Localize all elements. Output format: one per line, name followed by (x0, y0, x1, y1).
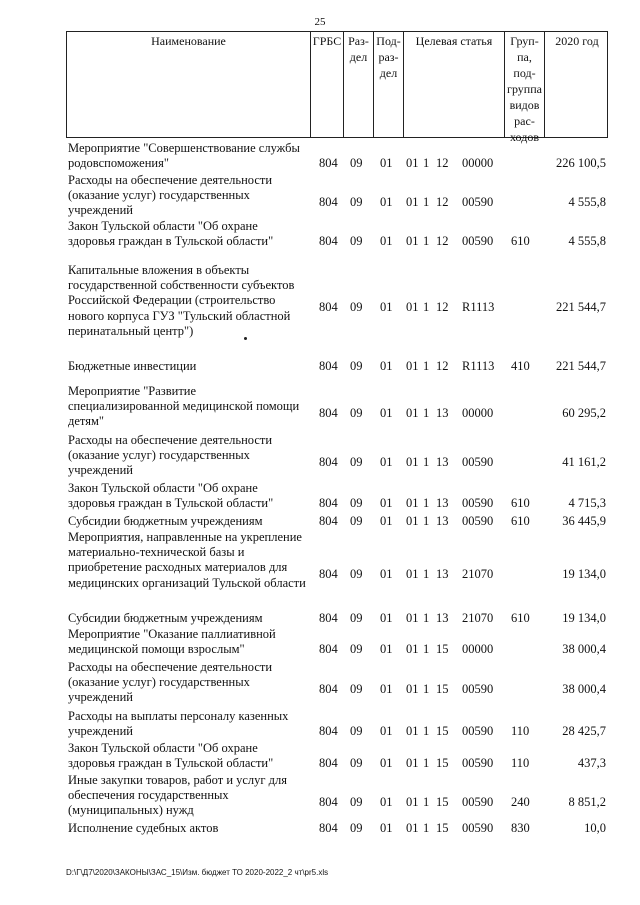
row-name: Закон Тульской области "Об охране здоровья граждан в Тульской области" (68, 219, 274, 249)
cell-t2: 1 (423, 567, 430, 581)
cell-sum: 221 544,7 (556, 359, 606, 373)
cell-t3: 12 (436, 359, 449, 373)
cell-t3: 12 (436, 156, 449, 170)
page-number: 25 (314, 16, 326, 28)
cell-grbs: 804 (319, 359, 338, 373)
cell-t3: 15 (436, 642, 449, 656)
cell-sum: 36 445,9 (562, 514, 606, 528)
cell-t4: 00590 (462, 724, 494, 738)
cell-t2: 1 (423, 195, 430, 209)
cell-t4: R1113 (462, 300, 495, 314)
cell-grbs: 804 (319, 195, 338, 209)
cell-rz: 09 (350, 156, 363, 170)
cell-t3: 12 (436, 195, 449, 209)
cell-sum: 4 715,3 (568, 496, 606, 510)
cell-vr: 410 (511, 359, 530, 373)
cell-sum: 60 295,2 (562, 406, 606, 420)
cell-t4: 21070 (462, 567, 494, 581)
cell-t3: 15 (436, 724, 449, 738)
cell-t4: 00590 (462, 496, 494, 510)
row-name: Исполнение судебных актов (68, 821, 219, 835)
cell-rz: 09 (350, 611, 363, 625)
cell-t1: 01 (406, 234, 419, 248)
cell-grbs: 804 (319, 724, 338, 738)
cell-rz: 09 (350, 795, 363, 809)
cell-t1: 01 (406, 195, 419, 209)
cell-t1: 01 (406, 682, 419, 696)
cell-t1: 01 (406, 795, 419, 809)
cell-pr: 01 (380, 300, 393, 314)
row-name: Мероприятие "Совершенствование службы родовспоможения" (68, 141, 300, 171)
cell-pr: 01 (380, 195, 393, 209)
cell-grbs: 804 (319, 821, 338, 835)
cell-t4: R1113 (462, 359, 495, 373)
cell-sum: 437,3 (577, 756, 606, 770)
cell-t2: 1 (423, 821, 430, 835)
cell-t4: 00590 (462, 756, 494, 770)
header-grbs: ГРБС (310, 32, 343, 137)
cell-sum: 38 000,4 (562, 642, 606, 656)
cell-sum: 8 851,2 (568, 795, 606, 809)
cell-t1: 01 (406, 611, 419, 625)
cell-t4: 00590 (462, 195, 494, 209)
cell-t2: 1 (423, 724, 430, 738)
cell-t2: 1 (423, 642, 430, 656)
row-name: Расходы на обеспечение деятельности (оказание услуг) государственных учреждений (68, 173, 273, 218)
cell-t1: 01 (406, 724, 419, 738)
cell-rz: 09 (350, 359, 363, 373)
cell-grbs: 804 (319, 234, 338, 248)
row-name: Бюджетные инвестиции (68, 359, 197, 373)
cell-sum: 19 134,0 (562, 611, 606, 625)
cell-grbs: 804 (319, 795, 338, 809)
row-name: Субсидии бюджетным учреждениям (68, 611, 263, 625)
cell-t2: 1 (423, 234, 430, 248)
cell-t3: 15 (436, 756, 449, 770)
cell-pr: 01 (380, 455, 393, 469)
cell-pr: 01 (380, 611, 393, 625)
row-name: Расходы на выплаты персоналу казенных учреждений (68, 709, 289, 739)
cell-pr: 01 (380, 406, 393, 420)
stray-mark (244, 337, 247, 340)
cell-rz: 09 (350, 642, 363, 656)
cell-sum: 4 555,8 (568, 234, 606, 248)
cell-sum: 4 555,8 (568, 195, 606, 209)
cell-t4: 00590 (462, 455, 494, 469)
cell-t4: 00000 (462, 642, 494, 656)
cell-sum: 41 161,2 (562, 455, 606, 469)
row-name: Мероприятие "Оказание паллиативной медицинской помощи взрослым" (68, 627, 276, 657)
header-group: Груп- па, под- группа видов рас- ходов (504, 32, 544, 137)
cell-grbs: 804 (319, 496, 338, 510)
cell-t4: 21070 (462, 611, 494, 625)
cell-pr: 01 (380, 642, 393, 656)
cell-sum: 10,0 (584, 821, 606, 835)
cell-t3: 13 (436, 455, 449, 469)
cell-t2: 1 (423, 455, 430, 469)
cell-t4: 00590 (462, 514, 494, 528)
cell-pr: 01 (380, 496, 393, 510)
cell-t3: 15 (436, 795, 449, 809)
cell-grbs: 804 (319, 567, 338, 581)
cell-t3: 13 (436, 611, 449, 625)
cell-grbs: 804 (319, 682, 338, 696)
cell-vr: 610 (511, 234, 530, 248)
row-name: Мероприятия, направленные на укрепление материально-технической базы и приобретение расходных материалов для медицинских организаций Тульской области (68, 530, 306, 590)
cell-pr: 01 (380, 567, 393, 581)
cell-t1: 01 (406, 756, 419, 770)
cell-vr: 110 (511, 724, 530, 738)
cell-t3: 15 (436, 682, 449, 696)
cell-rz: 09 (350, 567, 363, 581)
cell-pr: 01 (380, 795, 393, 809)
cell-grbs: 804 (319, 642, 338, 656)
cell-t1: 01 (406, 359, 419, 373)
cell-sum: 28 425,7 (562, 724, 606, 738)
header-razdel: Раз- дел (343, 32, 373, 137)
table-header (66, 31, 608, 144)
cell-t3: 15 (436, 821, 449, 835)
cell-rz: 09 (350, 300, 363, 314)
cell-rz: 09 (350, 234, 363, 248)
cell-sum: 38 000,4 (562, 682, 606, 696)
cell-vr: 830 (511, 821, 530, 835)
cell-grbs: 804 (319, 455, 338, 469)
row-name: Закон Тульской области "Об охране здоровья граждан в Тульской области" (68, 741, 274, 771)
cell-grbs: 804 (319, 611, 338, 625)
cell-t4: 00590 (462, 795, 494, 809)
cell-grbs: 804 (319, 514, 338, 528)
cell-rz: 09 (350, 756, 363, 770)
cell-pr: 01 (380, 234, 393, 248)
cell-vr: 240 (511, 795, 530, 809)
cell-t2: 1 (423, 156, 430, 170)
cell-rz: 09 (350, 514, 363, 528)
cell-pr: 01 (380, 156, 393, 170)
cell-vr: 610 (511, 496, 530, 510)
cell-grbs: 804 (319, 756, 338, 770)
cell-grbs: 804 (319, 406, 338, 420)
cell-t2: 1 (423, 496, 430, 510)
cell-vr: 610 (511, 514, 530, 528)
cell-t2: 1 (423, 406, 430, 420)
cell-t4: 00590 (462, 682, 494, 696)
row-name: Субсидии бюджетным учреждениям (68, 514, 263, 528)
cell-sum: 221 544,7 (556, 300, 606, 314)
cell-t1: 01 (406, 514, 419, 528)
cell-vr: 110 (511, 756, 530, 770)
cell-sum: 226 100,5 (556, 156, 606, 170)
cell-t1: 01 (406, 406, 419, 420)
cell-t2: 1 (423, 795, 430, 809)
cell-rz: 09 (350, 682, 363, 696)
cell-t2: 1 (423, 359, 430, 373)
cell-t3: 13 (436, 406, 449, 420)
cell-t3: 12 (436, 234, 449, 248)
row-name: Расходы на обеспечение деятельности (оказание услуг) государственных учреждений (68, 660, 273, 705)
cell-t2: 1 (423, 682, 430, 696)
cell-t1: 01 (406, 567, 419, 581)
row-name: Капитальные вложения в объекты государственной собственности субъектов Российской Федерации (строительство нового корпуса ГУЗ "Тульский областной перинатальный центр") (68, 263, 295, 338)
cell-rz: 09 (350, 496, 363, 510)
cell-rz: 09 (350, 455, 363, 469)
cell-grbs: 804 (319, 156, 338, 170)
cell-vr: 610 (511, 611, 530, 625)
cell-grbs: 804 (319, 300, 338, 314)
row-name: Иные закупки товаров, работ и услуг для обеспечения государственных (муниципальных) нужд (68, 773, 288, 818)
cell-pr: 01 (380, 359, 393, 373)
cell-t2: 1 (423, 300, 430, 314)
cell-t1: 01 (406, 300, 419, 314)
row-name: Расходы на обеспечение деятельности (оказание услуг) государственных учреждений (68, 433, 273, 478)
row-name: Закон Тульской области "Об охране здоровья граждан в Тульской области" (68, 481, 274, 511)
cell-t1: 01 (406, 156, 419, 170)
header-name: Наименование (151, 34, 226, 48)
cell-pr: 01 (380, 756, 393, 770)
cell-pr: 01 (380, 514, 393, 528)
cell-sum: 19 134,0 (562, 567, 606, 581)
cell-t2: 1 (423, 611, 430, 625)
cell-pr: 01 (380, 682, 393, 696)
cell-t1: 01 (406, 455, 419, 469)
cell-t4: 00590 (462, 821, 494, 835)
cell-t4: 00000 (462, 156, 494, 170)
header-target: Целевая статья (403, 32, 504, 137)
header-year: 2020 год (544, 32, 609, 137)
cell-t1: 01 (406, 821, 419, 835)
row-name: Мероприятие "Развитие специализированной медицинской помощи детям" (68, 384, 300, 429)
cell-pr: 01 (380, 821, 393, 835)
cell-t3: 13 (436, 496, 449, 510)
header-podrazdel: Под- раз- дел (373, 32, 403, 137)
footer-path: D:\Г\Д7\2020\ЗАКОНЫ\ЗАС_15\Изм. бюджет ТО 2020-2022_2 чт\pr5.xls (66, 868, 329, 877)
cell-rz: 09 (350, 724, 363, 738)
cell-pr: 01 (380, 724, 393, 738)
cell-t3: 13 (436, 514, 449, 528)
cell-t4: 00590 (462, 234, 494, 248)
cell-t2: 1 (423, 514, 430, 528)
cell-t2: 1 (423, 756, 430, 770)
cell-t3: 12 (436, 300, 449, 314)
cell-t3: 13 (436, 567, 449, 581)
cell-t4: 00000 (462, 406, 494, 420)
cell-t1: 01 (406, 496, 419, 510)
cell-t1: 01 (406, 642, 419, 656)
cell-rz: 09 (350, 406, 363, 420)
cell-rz: 09 (350, 821, 363, 835)
cell-rz: 09 (350, 195, 363, 209)
